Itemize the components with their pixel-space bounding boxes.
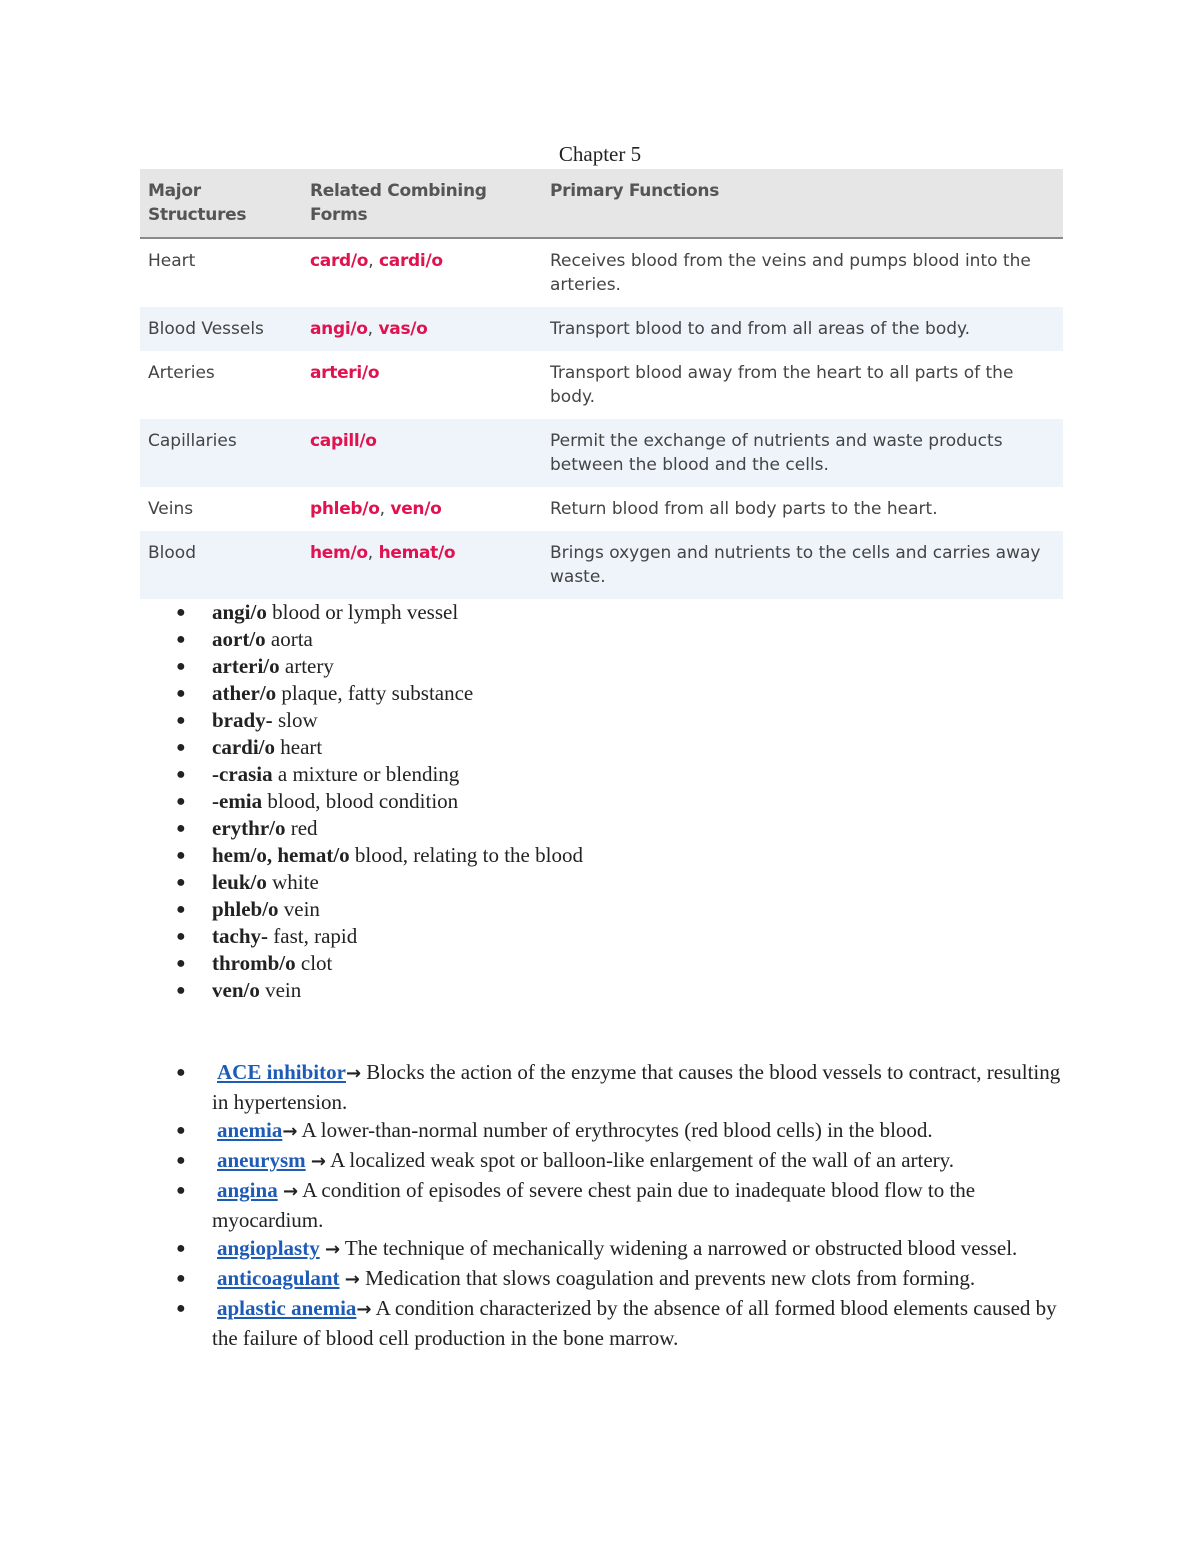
combining-form: card/o <box>310 251 369 271</box>
term-meaning: slow <box>272 708 318 732</box>
definition-text: Blocks the action of the enzyme that causes the blood vessels to contract, resulting in hypertension. <box>212 1060 1061 1114</box>
structure-cell: Blood Vessels <box>140 307 302 351</box>
bullet-icon: ● <box>176 631 186 648</box>
bullet-icon: ● <box>176 874 186 891</box>
combining-form: ven/o <box>390 499 442 519</box>
definition-text: A condition of episodes of severe chest pain due to inadequate blood flow to the myocardium. <box>212 1178 976 1232</box>
structure-cell: Arteries <box>148 363 215 383</box>
list-item <box>140 815 1040 842</box>
term-meaning: a mixture or blending <box>272 762 460 786</box>
term-meaning: blood or lymph vessel <box>266 600 459 624</box>
table-row <box>140 487 1063 531</box>
term: phleb/o <box>212 897 279 921</box>
term-meaning: clot <box>295 951 333 975</box>
structure-cell: Heart <box>148 251 196 271</box>
combining-form: arteri/o <box>310 363 380 383</box>
term: angi/o <box>212 600 267 624</box>
forms-cell: card/o, cardi/o <box>310 251 443 271</box>
combining-form: cardi/o <box>379 251 443 271</box>
list-item <box>140 1176 1070 1234</box>
term-meaning: heart <box>275 735 323 759</box>
forms-cell: phleb/o, ven/o <box>310 499 442 519</box>
term-meaning: fast, rapid <box>268 924 358 948</box>
bullet-icon: ● <box>176 982 186 999</box>
header-primary-functions: Primary Functions <box>542 169 1063 238</box>
combining-form: vas/o <box>378 319 428 339</box>
term: arteri/o <box>212 654 280 678</box>
table-row <box>140 531 1063 599</box>
function-cell: Return blood from all body parts to the heart. <box>550 499 938 519</box>
term-link[interactable]: ACE inhibitor <box>217 1060 346 1084</box>
list-item <box>140 1234 1070 1264</box>
forms-cell <box>302 351 542 419</box>
function-cell: Permit the exchange of nutrients and waste products between the blood and the cells. <box>542 419 1063 487</box>
list-item <box>140 707 1040 734</box>
combining-forms-list <box>140 599 1040 1004</box>
list-item <box>140 653 1040 680</box>
header-combining-forms: Related Combining Forms <box>302 169 542 238</box>
function-cell: Transport blood away from the heart to all parts of the body. <box>550 363 1014 407</box>
structure-cell: Blood <box>140 531 302 599</box>
bullet-icon: ● <box>176 685 186 702</box>
term: -crasia <box>212 762 273 786</box>
forms-cell: hem/o, hemat/o <box>302 531 542 599</box>
definition-text: The technique of mechanically widening a narrowed or obstructed blood vessel. <box>340 1236 1018 1260</box>
bullet-icon: ● <box>176 1122 186 1139</box>
term: thromb/o <box>212 951 296 975</box>
structure-cell: Capillaries <box>140 419 302 487</box>
structure-cell: Veins <box>148 499 194 519</box>
bullet-icon: ● <box>176 901 186 918</box>
term-meaning: white <box>266 870 319 894</box>
term: ven/o <box>212 978 260 1002</box>
bullet-icon: ● <box>176 1182 186 1199</box>
arrow-right-icon: → <box>345 1063 362 1084</box>
list-item <box>140 1058 1070 1116</box>
list-item <box>140 1294 1070 1352</box>
list-item <box>140 869 1040 896</box>
table-header-row <box>140 169 1063 238</box>
arrow-right-icon: → <box>282 1181 299 1202</box>
term: ather/o <box>212 681 277 705</box>
term-meaning: plaque, fatty substance <box>276 681 474 705</box>
list-item <box>140 977 1040 1004</box>
list-item <box>140 896 1040 923</box>
list-item <box>140 1146 1070 1176</box>
term: erythr/o <box>212 816 286 840</box>
combining-form: angi/o <box>310 319 368 339</box>
table-row <box>140 351 1063 419</box>
function-cell: Brings oxygen and nutrients to the cells and carries away waste. <box>542 531 1063 599</box>
function-cell: Receives blood from the veins and pumps blood into the arteries. <box>550 251 1031 295</box>
bullet-icon: ● <box>176 820 186 837</box>
bullet-icon: ● <box>176 1300 186 1317</box>
definition-text: A condition characterized by the absence of all formed blood elements caused by the failure of blood cell production in the bone marrow. <box>212 1296 1057 1350</box>
definition-text: Medication that slows coagulation and prevents new clots from forming. <box>359 1266 976 1290</box>
forms-cell <box>302 419 542 487</box>
arrow-right-icon: → <box>344 1269 360 1290</box>
term: leuk/o <box>212 870 267 894</box>
list-item <box>140 599 1040 626</box>
list-item <box>140 923 1040 950</box>
list-item <box>140 950 1040 977</box>
list-item <box>140 842 1040 869</box>
bullet-icon: ● <box>176 928 186 945</box>
bullet-icon: ● <box>176 1240 186 1257</box>
term-link[interactable]: anemia <box>217 1118 283 1142</box>
term-link[interactable]: angina <box>217 1178 278 1202</box>
combining-form: hemat/o <box>378 543 456 563</box>
structures-table <box>140 169 1063 599</box>
term-link[interactable]: anticoagulant <box>217 1266 340 1290</box>
forms-cell: angi/o, vas/o <box>302 307 542 351</box>
term-meaning: red <box>285 816 318 840</box>
definition-text: A lower-than-normal number of erythrocytes (red blood cells) in the blood. <box>297 1118 933 1142</box>
bullet-icon: ● <box>176 955 186 972</box>
function-cell: Transport blood to and from all areas of the body. <box>542 307 1063 351</box>
bullet-icon: ● <box>176 766 186 783</box>
combining-form: phleb/o <box>310 499 380 519</box>
term-meaning: vein <box>278 897 320 921</box>
bullet-icon: ● <box>176 1270 186 1287</box>
table-row <box>140 238 1063 307</box>
combining-form: hem/o <box>310 543 368 563</box>
arrow-right-icon: → <box>356 1299 372 1320</box>
combining-form: capill/o <box>310 431 377 451</box>
term-link[interactable]: aneurysm <box>217 1148 306 1172</box>
list-item <box>140 788 1040 815</box>
definition-text: A localized weak spot or balloon-like enlargement of the wall of an artery. <box>326 1148 955 1172</box>
arrow-right-icon: → <box>282 1121 298 1142</box>
term-meaning: blood, blood condition <box>262 789 459 813</box>
bullet-icon: ● <box>176 658 186 675</box>
term: aort/o <box>212 627 266 651</box>
header-major-structures: Major Structures <box>140 169 302 238</box>
list-item <box>140 761 1040 788</box>
bullet-icon: ● <box>176 847 186 864</box>
term-meaning: blood, relating to the blood <box>349 843 583 867</box>
bullet-icon: ● <box>176 739 186 756</box>
definitions-list <box>140 1058 1070 1352</box>
term-link[interactable]: angioplasty <box>217 1236 320 1260</box>
page-title: Chapter 5 <box>558 142 642 166</box>
term-meaning: aorta <box>265 627 313 651</box>
term-meaning: artery <box>279 654 334 678</box>
term: -emia <box>212 789 263 813</box>
list-item <box>140 1116 1070 1146</box>
bullet-icon: ● <box>176 793 186 810</box>
arrow-right-icon: → <box>324 1239 341 1260</box>
bullet-icon: ● <box>176 1152 186 1169</box>
list-item <box>140 1264 1070 1294</box>
term-link[interactable]: aplastic anemia <box>217 1296 357 1320</box>
arrow-right-icon: → <box>310 1151 327 1172</box>
term: tachy- <box>212 924 268 948</box>
term: cardi/o <box>212 735 275 759</box>
list-item <box>140 680 1040 707</box>
list-item <box>140 734 1040 761</box>
table-row <box>140 307 1063 351</box>
term-meaning: vein <box>259 978 302 1002</box>
term: hem/o, hemat/o <box>212 843 350 867</box>
bullet-icon: ● <box>176 1064 186 1081</box>
bullet-icon: ● <box>176 604 186 621</box>
table-row <box>140 419 1063 487</box>
term: brady- <box>212 708 273 732</box>
list-item <box>140 626 1040 653</box>
bullet-icon: ● <box>176 712 186 729</box>
